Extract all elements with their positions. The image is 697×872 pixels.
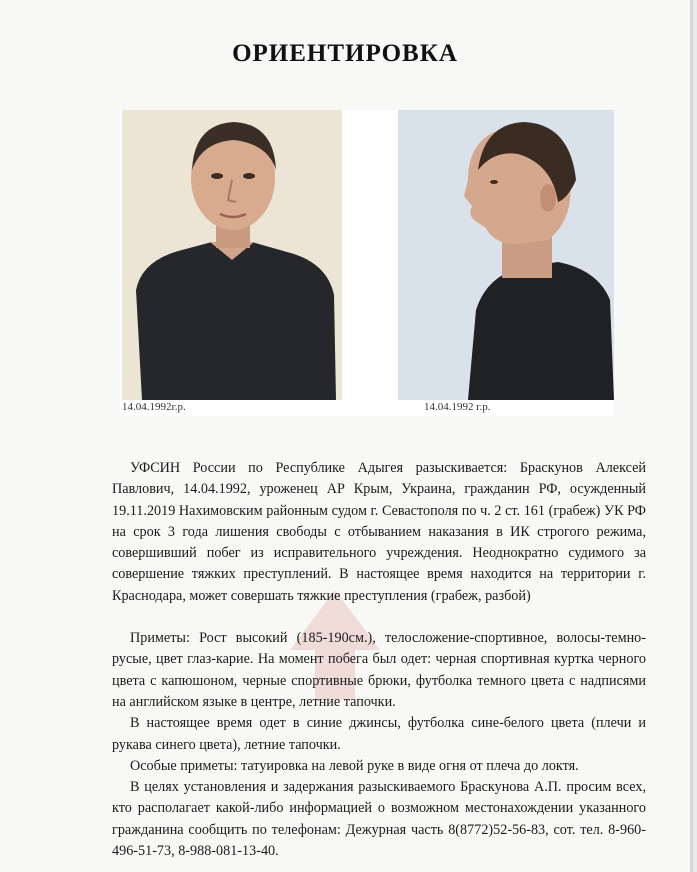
paragraph-current-clothing: В настоящее время одет в синие джинсы, футболка сине-белого цвета (плечи и рукава синего цвета), летние тапочки. — [112, 715, 646, 753]
front-photo — [122, 110, 342, 400]
paragraph-special-marks: Особые приметы: татуировка на левой руке в виде огня от плеча до локтя. — [130, 757, 579, 774]
paragraph-description: Приметы: Рост высокий (185-190см.), телосложение-спортивное, волосы-темно-русые, цвет глаз-карие. На момент побега был одет: черная спортивная куртка черного цвета с капюшоном, черные спортивные брюки, футболка темного цвета с надписями на английском языке в центре, летние тапочки. — [112, 630, 646, 710]
front-portrait-image — [122, 110, 342, 400]
document-body — [112, 458, 646, 862]
photo-strip — [120, 110, 614, 416]
photo-caption-front: 14.04.1992г.р. — [122, 401, 186, 413]
profile-portrait-image — [398, 110, 614, 400]
paragraph-contacts: В целях установления и задержания разыскиваемого Браскунова А.П. просим всех, кто располагает какой-либо информацией о возможном местонахождении указанного гражданина сообщить по телефонам: Дежурная часть 8(8772)52-56-83, сот. тел. 8-960-496-51-73, 8-988-081-13-40. — [112, 779, 646, 860]
photo-caption-side: 14.04.1992 г.р. — [424, 401, 491, 413]
side-photo — [398, 110, 614, 400]
paragraph-wanted: УФСИН России по Республике Адыгея разыскивается: Браскунов Алексей Павлович, 14.04.1992, уроженец АР Крым, Украина, гражданин РФ, осужденный 19.11.2019 Нахимовским районным судом г. Севастополя по ч. 2 ст. 161 (грабеж) УК РФ на срок 3 года лишения свободы с отбыванием наказания в ИК строгого режима, совершивший побег из исправительного учреждения. Неоднократно судимого за совершение тяжких преступлений. В настоящее время находится на территории г. Краснодара, может совершать тяжкие преступления (грабеж, разбой) — [112, 460, 646, 604]
document-title: ОРИЕНТИРОВКА — [232, 40, 458, 67]
